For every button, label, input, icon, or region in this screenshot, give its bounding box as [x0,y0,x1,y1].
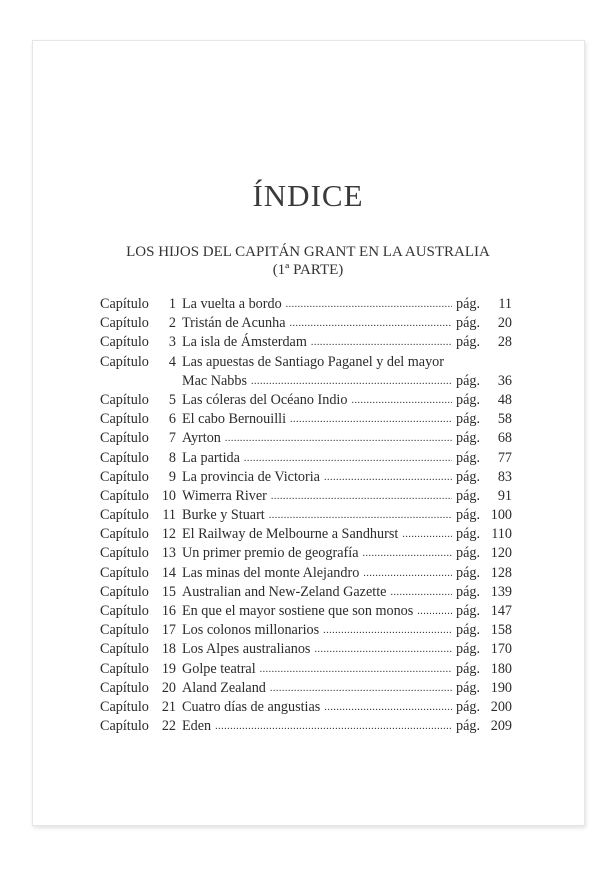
chapter-label: Capítulo [100,334,149,351]
page-number: 190 [490,679,512,696]
toc-entry-body [182,449,512,469]
toc-entry-body [182,468,512,488]
toc-entry-body [182,621,512,641]
page-label: pág. [456,391,481,408]
toc-entry-body [182,391,512,411]
dot-leader [363,544,453,563]
chapter-number: 3 [168,334,176,351]
page-label: pág. [456,372,481,389]
chapter-label: Capítulo [100,641,149,658]
page-ref [456,525,512,544]
chapter-title: Cuatro días de angustias [182,698,321,715]
page-ref [456,679,512,698]
page-label: pág. [456,603,481,620]
chapter-number: 13 [161,545,176,562]
page-number: 48 [497,391,512,408]
chapter-title: La partida [182,449,240,466]
toc-entry-body [182,583,512,603]
chapter-title: La vuelta a bordo [182,296,282,312]
chapter-label: Capítulo [100,487,149,504]
chapter-title: En que el mayor sostiene que son monos [182,603,414,620]
toc-entry-body [182,602,512,622]
page-label: pág. [456,564,481,581]
page-ref [456,295,512,314]
dot-leader [270,679,452,698]
toc-row [100,544,512,563]
chapter-number: 5 [168,391,176,408]
chapter-number: 15 [161,583,176,600]
page-number: 100 [490,507,512,524]
page-label: pág. [456,315,481,332]
toc-row [100,640,512,659]
page-ref [456,333,512,352]
page-number: 209 [490,718,512,735]
chapter-number: 22 [161,718,176,735]
chapter-title: El cabo Bernouilli [182,411,287,428]
toc-entry-body [182,525,512,545]
toc-row [100,487,512,506]
page-ref [456,468,512,487]
chapter-label: Capítulo [100,698,149,715]
toc-row [100,679,512,698]
dot-leader [402,525,452,544]
page-number: 147 [490,603,512,620]
chapter-label: Capítulo [100,526,149,543]
page-title: ÍNDICE [252,178,364,213]
toc-entry-body [182,698,512,718]
chapter-number: 9 [168,468,176,485]
chapter-label: Capítulo [100,622,149,639]
toc-entry-body [182,333,512,353]
subtitle-line-2: (1ª PARTE) [272,262,344,278]
chapter-label: Capítulo [100,564,149,581]
toc-entry-body [182,353,512,391]
toc-entry-body [182,544,512,564]
chapter-number: 7 [168,430,176,447]
chapter-label: Capítulo [100,353,149,370]
toc-row [100,602,512,621]
page-ref [456,717,512,736]
page-label: pág. [456,718,481,735]
page-label: pág. [456,698,481,715]
page-label: pág. [456,487,481,504]
dot-leader [260,660,452,679]
toc-entry-body [182,295,512,315]
toc-row [100,564,512,583]
page-number: 20 [497,315,512,332]
page-label: pág. [456,526,481,543]
page-number: 110 [491,526,512,543]
page-number: 128 [490,564,512,581]
dot-leader [271,487,452,506]
dot-leader [286,295,452,314]
toc-entry-body [182,429,512,449]
page-number: 158 [490,622,512,639]
toc-row [100,391,512,410]
toc-entry-body [182,564,512,584]
toc-entry-body [182,410,512,430]
chapter-title: La isla de Ámsterdam [182,334,307,351]
page-label: pág. [456,545,481,562]
chapter-number: 1 [168,296,176,312]
toc-entry-body [182,506,512,526]
toc-row [100,429,512,448]
page-number: 68 [497,430,512,447]
page-number: 83 [497,468,512,485]
dot-leader [323,621,452,640]
chapter-title: Wimerra River [182,487,267,504]
page-ref [456,429,512,448]
chapter-number: 16 [161,603,176,620]
chapter-number: 17 [161,622,176,639]
page-ref [456,410,512,429]
page-number: 36 [497,372,512,389]
page-number: 180 [490,660,512,677]
page-number: 170 [490,641,512,658]
page-label: pág. [456,296,481,312]
page-ref [456,372,512,391]
dot-leader [251,372,452,391]
toc-row [100,506,512,525]
page-ref [456,640,512,659]
page-number: 58 [497,411,512,428]
chapter-label: Capítulo [100,718,149,735]
chapter-number: 11 [162,507,176,524]
dot-leader [269,506,452,525]
chapter-label: Capítulo [100,679,149,696]
chapter-title: Los Alpes australianos [182,641,311,658]
chapter-label: Capítulo [100,391,149,408]
table-of-contents [100,295,512,736]
chapter-label: Capítulo [100,583,149,600]
chapter-label: Capítulo [100,315,149,332]
page-label: pág. [456,583,481,600]
page-label: pág. [456,411,481,428]
toc-row [100,698,512,717]
page-label: pág. [456,507,481,524]
page-number: 77 [497,449,512,466]
toc-row [100,449,512,468]
toc-row [100,353,512,391]
toc-row [100,660,512,679]
toc-row [100,583,512,602]
chapter-label: Capítulo [100,545,149,562]
chapter-title: La provincia de Victoria [182,468,320,485]
dot-leader [290,410,452,429]
dot-leader [363,564,452,583]
chapter-title: El Railway de Melbourne a Sandhurst [182,526,399,543]
dot-leader [225,429,452,448]
page-label: pág. [456,641,481,658]
page-ref [456,544,512,563]
chapter-label: Capítulo [100,468,149,485]
chapter-title: Eden [182,718,212,735]
chapter-number: 18 [161,641,176,658]
page-label: pág. [456,622,481,639]
chapter-number: 21 [161,698,176,715]
subtitle-line-1: LOS HIJOS DEL CAPITÁN GRANT EN LA AUSTRALIA [126,244,490,260]
toc-row [100,468,512,487]
page-number: 91 [497,487,512,504]
page-ref [456,583,512,602]
dot-leader [314,640,452,659]
page-ref [456,449,512,468]
chapter-number: 19 [161,660,176,677]
chapter-title: Burke y Stuart [182,507,265,524]
page-ref [456,314,512,333]
chapter-label: Capítulo [100,430,149,447]
toc-row [100,333,512,352]
page-ref [456,602,512,621]
chapter-label: Capítulo [100,411,149,428]
page-label: pág. [456,679,481,696]
chapter-title: Un primer premio de geografía [182,545,359,562]
toc-entry-body [182,717,512,737]
dot-leader [290,314,452,333]
page-number: 120 [490,545,512,562]
chapter-label: Capítulo [100,296,149,312]
page-label: pág. [456,468,481,485]
toc-entry-body [182,487,512,507]
page-ref [456,487,512,506]
page-number: 139 [490,583,512,600]
chapter-label: Capítulo [100,603,149,620]
page-ref [456,621,512,640]
toc-entry-body [182,660,512,680]
toc-row [100,314,512,333]
toc-row [100,621,512,640]
chapter-title: Australian and New-Zeland Gazette [182,583,387,600]
chapter-number: 6 [168,411,176,428]
page-label: pág. [456,660,481,677]
chapter-title-continued: Mac Nabbs [182,372,248,389]
dot-leader [351,391,452,410]
toc-row [100,410,512,429]
chapter-label: Capítulo [100,449,149,466]
toc-row [100,525,512,544]
chapter-title: Ayrton [182,430,221,447]
page-ref [456,506,512,525]
chapter-number: 8 [168,449,176,466]
toc-row [100,717,512,736]
dot-leader [324,468,452,487]
chapter-title: Los colonos millonarios [182,622,320,639]
chapter-number: 4 [168,353,176,370]
chapter-number: 12 [161,526,176,543]
page-number: 11 [498,296,512,312]
page-label: pág. [456,430,481,447]
chapter-title: Golpe teatral [182,660,256,677]
book-subtitle [0,243,616,279]
dot-leader [390,583,452,602]
page-ref [456,391,512,410]
chapter-title: Tristán de Acunha [182,315,286,332]
page-number: 200 [490,698,512,715]
page-label: pág. [456,449,481,466]
page-label: pág. [456,334,481,351]
chapter-number: 14 [161,564,176,581]
chapter-title: Las minas del monte Alejandro [182,564,360,581]
chapter-title: Aland Zealand [182,679,266,696]
dot-leader [311,333,452,352]
page-ref [456,660,512,679]
page-ref [456,564,512,583]
chapter-label: Capítulo [100,660,149,677]
toc-entry-body [182,314,512,334]
dot-leader [417,602,452,621]
dot-leader [215,717,452,736]
dot-leader [244,449,452,468]
chapter-number: 20 [161,679,176,696]
toc-row [100,295,512,314]
chapter-title: Las apuestas de Santiago Paganel y del mayor [182,353,444,370]
dot-leader [324,698,452,717]
chapter-number: 2 [168,315,176,332]
toc-entry-body [182,679,512,699]
page-number: 28 [497,334,512,351]
chapter-label: Capítulo [100,507,149,524]
chapter-title: Las cóleras del Océano Indio [182,391,348,408]
toc-entry-body [182,640,512,660]
page-ref [456,698,512,717]
chapter-number: 10 [161,487,176,504]
